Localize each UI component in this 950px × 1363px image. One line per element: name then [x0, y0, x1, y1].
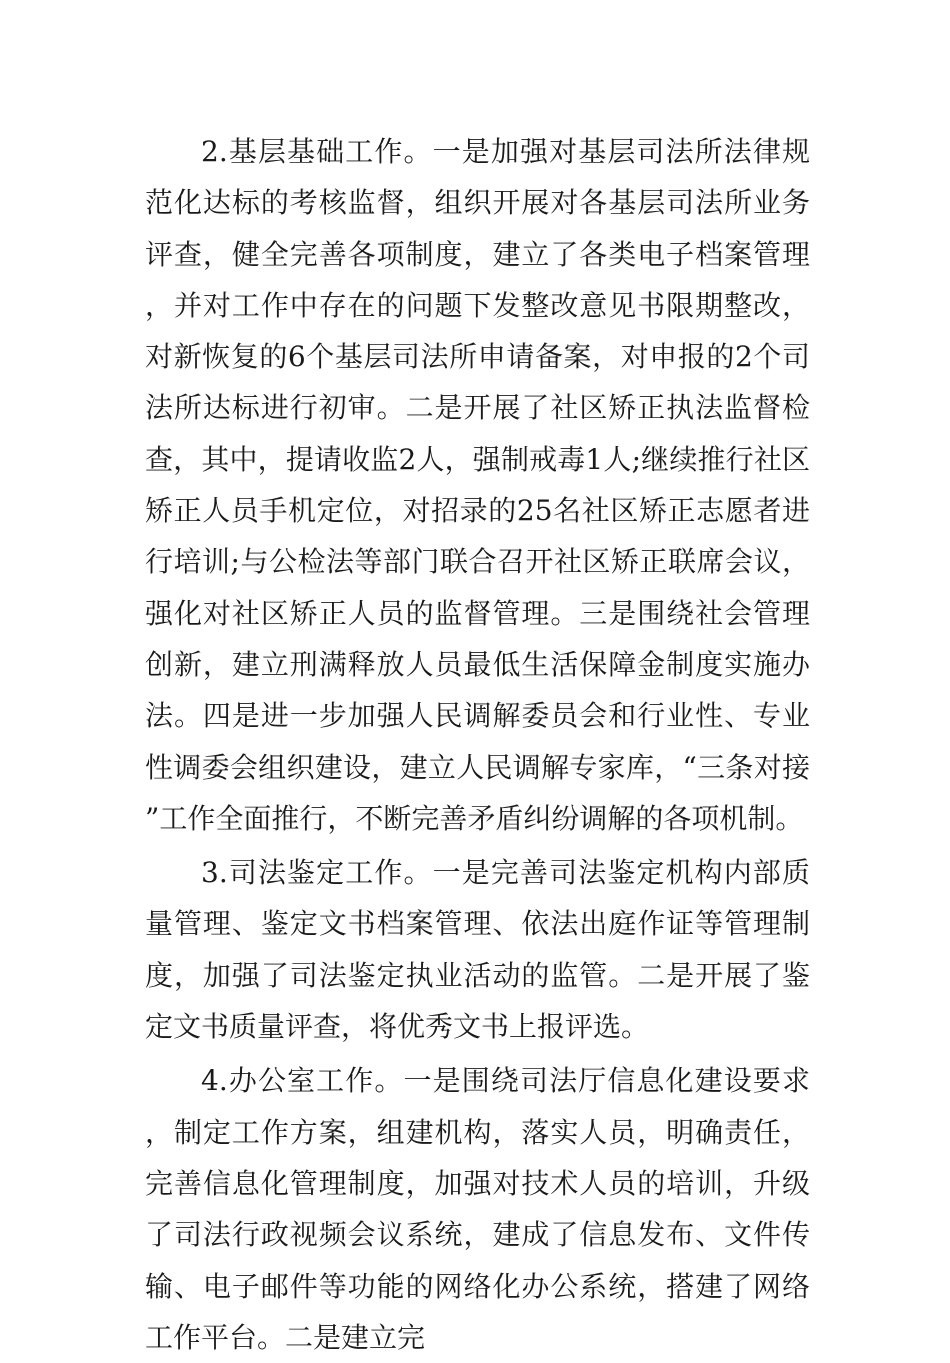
paragraph-basic-work: 2.基层基础工作。一是加强对基层司法所法律规范化达标的考核监督，组织开展对各基层司法所业务评查，健全完善各项制度，建立了各类电子档案管理，并对工作中存在的问题下发整改意见书限期整改，对新恢复的6个基层司法所申请备案，对申报的2个司法所达标进行初审。二是开展了社区矫正执法监督检查，其中，提请收监2人，强制戒毒1人;继续推行社区矫正人员手机定位，对招录的25名社区矫正志愿者进行培训;与公检法等部门联合召开社区矫正联席会议，强化对社区矫正人员的监督管理。三是围绕社会管理创新，建立刑满释放人员最低生活保障金制度实施办法。四是进一步加强人民调解委员会和行业性、专业性调委会组织建设，建立人民调解专家库，“三条对接”工作全面推行，不断完善矛盾纠纷调解的各项机制。: [145, 135, 810, 835]
paragraph-office-work: 4.办公室工作。一是围绕司法厅信息化建设要求，制定工作方案，组建机构，落实人员，明确责任，完善信息化管理制度，加强对技术人员的培训，升级了司法行政视频会议系统，建成了信息发布、文件传输、电子邮件等功能的网络化办公系统，搭建了网络工作平台。二是建立完: [145, 1064, 810, 1354]
paragraph-judicial-appraisal: 3.司法鉴定工作。一是完善司法鉴定机构内部质量管理、鉴定文书档案管理、依法出庭作证等管理制度，加强了司法鉴定执业活动的监管。二是开展了鉴定文书质量评查，将优秀文书上报评选。: [145, 856, 810, 1044]
document-body: [145, 126, 810, 1363]
